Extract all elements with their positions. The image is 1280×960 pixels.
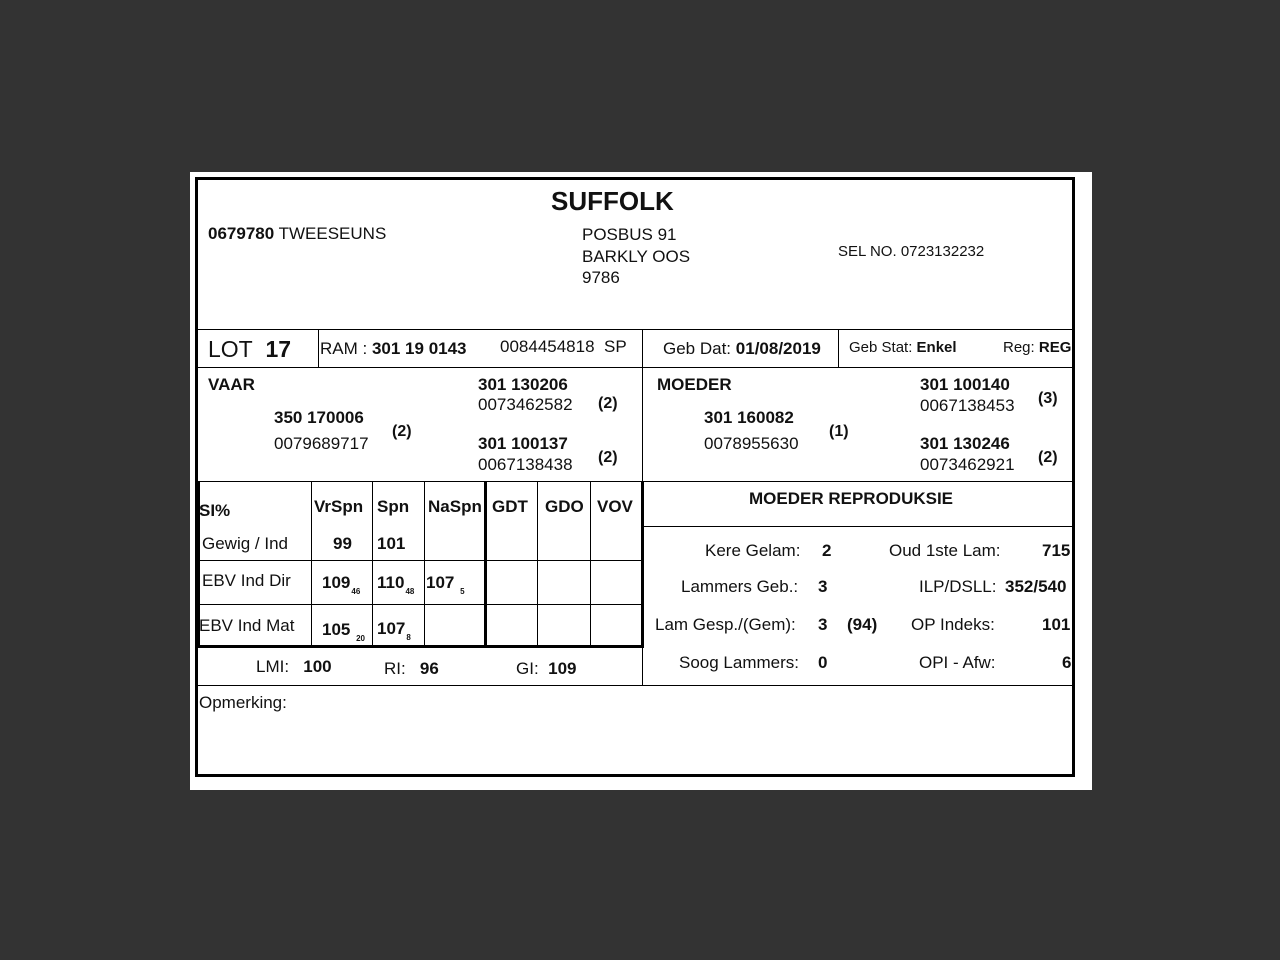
dam-count: (1) (829, 423, 849, 440)
header-spn: Spn (377, 497, 410, 516)
lam-gesp-value: 3 (818, 615, 828, 634)
lam-gesp-gem: (94) (847, 615, 878, 634)
ram-tag: 0084454818 (500, 337, 595, 356)
owner-name: TWEESEUNS (278, 224, 387, 243)
phone-label: SEL NO. (838, 243, 897, 260)
breed-title: SUFFOLK (551, 186, 674, 216)
row2-vrspn-value: 109 (322, 573, 351, 592)
dam-sire-count: (3) (1038, 390, 1058, 407)
dam-dam-id: 301 130246 (920, 434, 1010, 453)
row-label-gewig: Gewig / Ind (202, 534, 288, 553)
remarks-label: Opmerking: (199, 693, 287, 712)
address-line-2: BARKLY OOS (582, 246, 691, 266)
reg-line (1003, 339, 1071, 356)
row3-spn-value: 107 (377, 619, 406, 638)
birth-date-line (663, 339, 821, 359)
row2-spn-value: 110 (377, 573, 405, 592)
lot-text: LOT (208, 336, 253, 362)
row3-spn-sub: 8 (406, 633, 411, 642)
ram-suffix: SP (604, 337, 627, 356)
ram-info (320, 339, 467, 359)
sire-label: VAAR (208, 375, 255, 394)
divider-lot-top (198, 329, 1075, 330)
divider-geb-stat (838, 330, 839, 367)
divider-table-bottom (198, 645, 644, 648)
row2-naspn-sub: 5 (460, 587, 465, 596)
phone-line (838, 243, 984, 260)
ilp-value: 352/540 (1005, 577, 1067, 596)
row3-vrspn-value: 105 (322, 620, 351, 639)
birth-status: Enkel (916, 339, 957, 356)
opi-label: OPI - Afw: (919, 653, 996, 672)
row-label-dir: EBV Ind Dir (202, 571, 291, 590)
sire-tag: 0079689717 (274, 434, 369, 453)
ri-value: 96 (419, 659, 439, 678)
header-si: SI% (199, 501, 231, 520)
row3-vrspn-sub: 20 (356, 634, 366, 643)
ram-label: RAM : (320, 339, 368, 358)
reg-label: Reg: (1003, 339, 1035, 356)
header-gdt: GDT (492, 497, 528, 516)
gi-label: GI: (516, 659, 539, 678)
sire-id: 350 170006 (274, 408, 364, 427)
col-divider-3 (424, 482, 425, 646)
header-naspn: NaSpn (428, 497, 482, 516)
divider-lot-bottom (198, 367, 1075, 368)
sire-dam-tag: 0067138438 (478, 455, 573, 474)
divider-lot-ram (318, 330, 319, 367)
row2-naspn-value: 107 (426, 573, 455, 592)
divider-row2 (198, 604, 642, 605)
dam-id: 301 160082 (704, 408, 794, 427)
dam-sire-tag: 0067138453 (920, 396, 1015, 415)
row3-spn (377, 619, 411, 642)
sire-sire-count: (2) (598, 395, 618, 412)
row2-spn-sub: 48 (405, 587, 415, 596)
row2-vrspn (322, 573, 360, 596)
owner-number: 0679780 (208, 224, 275, 243)
ram-id: 301 19 0143 (371, 339, 467, 358)
opi-value: 6 (1062, 653, 1072, 672)
sire-dam-count: (2) (598, 449, 618, 466)
sire-sire-id: 301 130206 (478, 375, 568, 394)
reg-value: REG (1038, 339, 1072, 356)
lmi-value: 100 (303, 657, 332, 676)
owner-line (208, 224, 386, 244)
owner-address (582, 224, 690, 289)
ri (384, 659, 439, 679)
header-vov: VOV (597, 497, 633, 516)
op-value: 101 (1042, 615, 1071, 634)
gi (516, 659, 577, 679)
sire-count: (2) (392, 423, 412, 440)
col-divider-1 (311, 482, 312, 646)
row2-vrspn-sub: 46 (351, 587, 361, 596)
dam-label: MOEDER (657, 375, 732, 394)
birth-status-label: Geb Stat: (849, 339, 913, 356)
oud-label: Oud 1ste Lam: (889, 541, 1001, 560)
dam-sire-id: 301 100140 (920, 375, 1010, 394)
row1-vrspn: 99 (333, 534, 352, 553)
row2-naspn (426, 573, 465, 596)
sire-dam-id: 301 100137 (478, 434, 568, 453)
dam-dam-tag: 0073462921 (920, 455, 1015, 474)
divider-pedigree-bottom (198, 481, 1075, 482)
soog-label: Soog Lammers: (679, 653, 799, 672)
col-divider-2 (372, 482, 373, 646)
row-label-mat: EBV Ind Mat (199, 616, 295, 635)
birth-status-line (849, 339, 957, 356)
address-line-3: 9786 (582, 268, 620, 287)
lot-number: 17 (265, 336, 292, 362)
lmi-label: LMI: (256, 657, 290, 676)
lammers-geb-value: 3 (818, 577, 828, 596)
repro-title: MOEDER REPRODUKSIE (749, 489, 954, 508)
kere-gelam-label: Kere Gelam: (705, 541, 801, 560)
op-label: OP Indeks: (911, 615, 995, 634)
lmi (256, 657, 332, 677)
row3-vrspn (322, 620, 365, 643)
col-divider-5 (590, 482, 591, 646)
row1-spn: 101 (377, 534, 406, 553)
lot-label (208, 336, 291, 363)
soog-value: 0 (818, 653, 828, 672)
col-divider-thick (484, 482, 487, 646)
divider-remarks-top (198, 685, 1075, 686)
kere-gelam-value: 2 (822, 541, 832, 560)
col-divider-6 (641, 482, 644, 646)
phone-number: 0723132232 (900, 243, 985, 260)
row2-spn (377, 573, 414, 596)
ilp-label: ILP/DSLL: (919, 577, 997, 596)
dam-tag: 0078955630 (704, 434, 799, 453)
birth-date: 01/08/2019 (735, 339, 821, 358)
header-vrspn: VrSpn (314, 497, 364, 516)
divider-row1 (198, 560, 642, 561)
sire-sire-tag: 0073462582 (478, 395, 573, 414)
address-line-1: POSBUS 91 (582, 225, 677, 244)
gi-value: 109 (548, 659, 577, 678)
divider-repro-title (643, 526, 1075, 527)
lam-gesp-label: Lam Gesp./(Gem): (655, 615, 796, 634)
ram-tag-line (500, 337, 627, 357)
oud-value: 715 (1042, 541, 1071, 560)
birth-date-label: Geb Dat: (663, 339, 732, 358)
header-gdo: GDO (545, 497, 584, 516)
lammers-geb-label: Lammers Geb.: (681, 577, 799, 596)
ri-label: RI: (384, 659, 406, 678)
dam-dam-count: (2) (1038, 449, 1058, 466)
col-divider-4 (537, 482, 538, 646)
